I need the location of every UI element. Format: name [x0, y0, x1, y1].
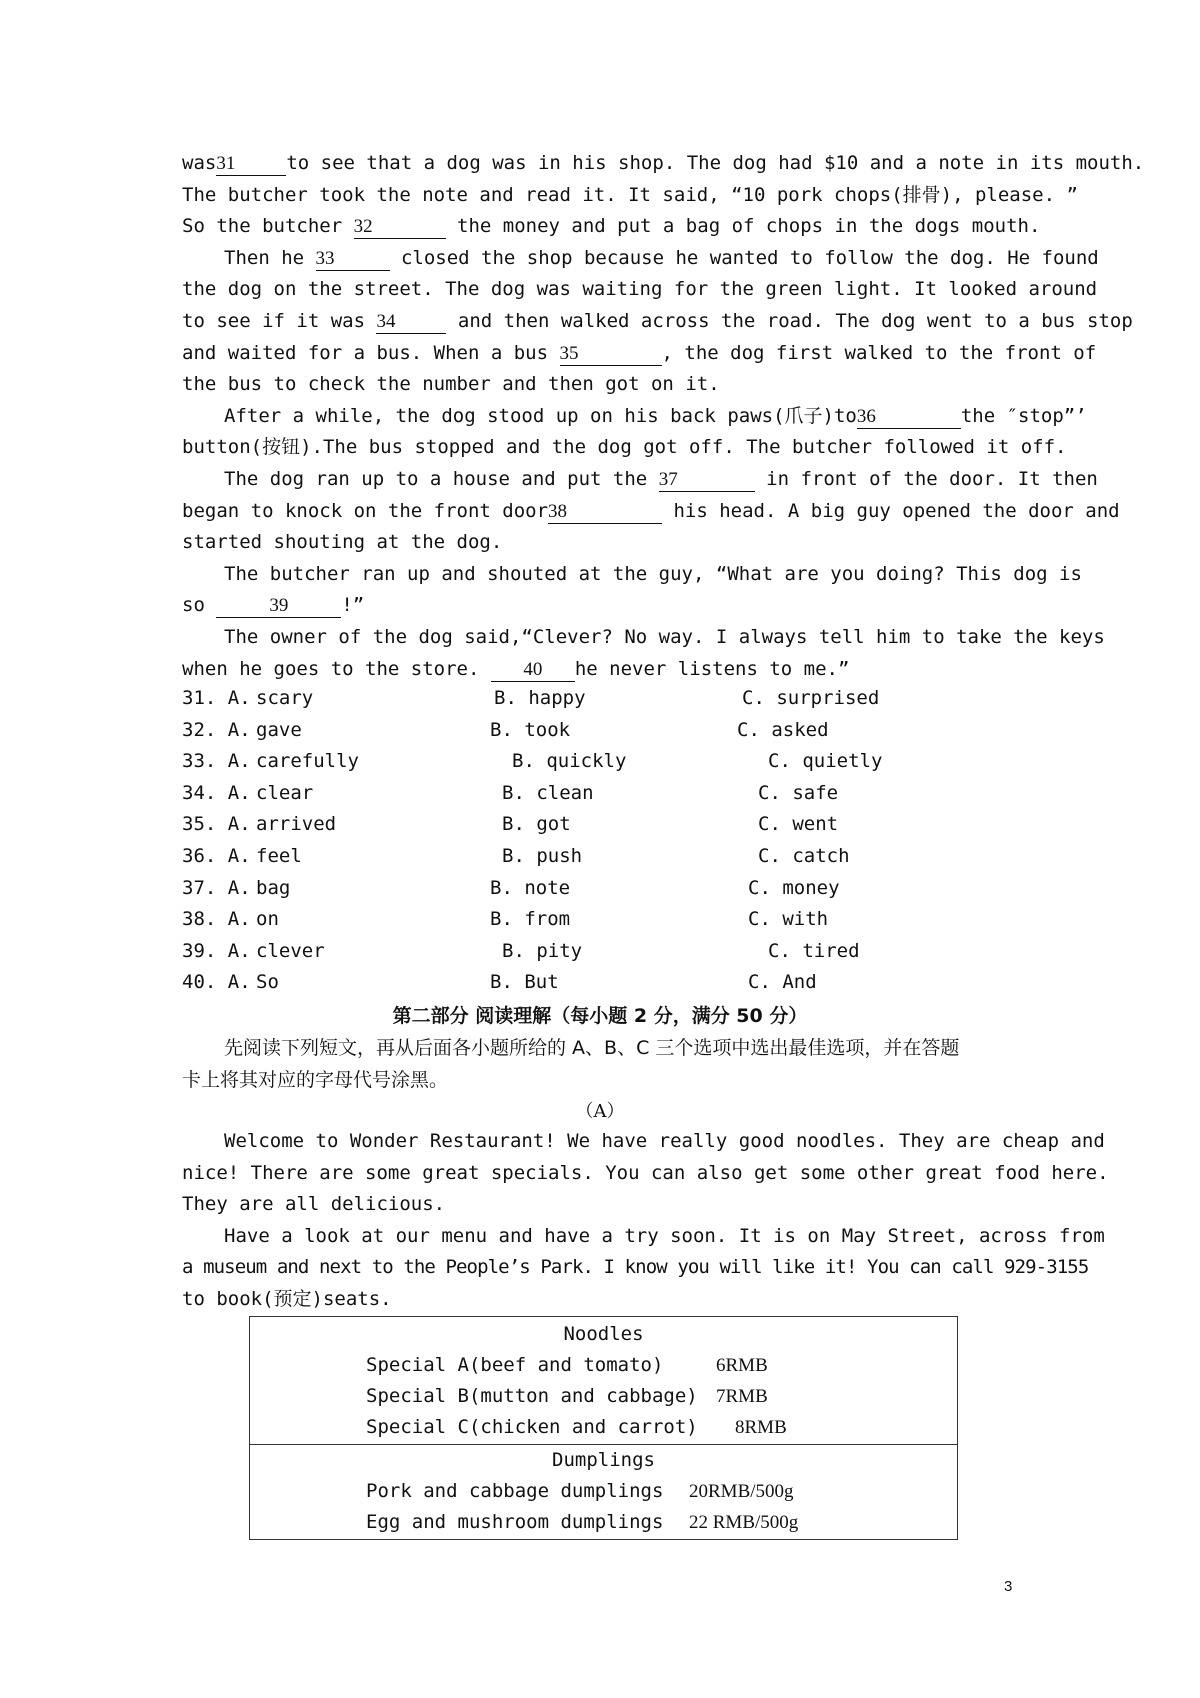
menu-item-price: 7RMB: [716, 1386, 768, 1407]
menu-section-dumplings: [250, 1445, 957, 1539]
passage-line: button(按钮).The bus stopped and the dog got off. The butcher followed it off.: [182, 436, 1067, 459]
passage-line: nice! There are some great specials. You can also get some other great food here.: [182, 1161, 1109, 1184]
blank-35: 35: [560, 343, 662, 366]
section-title: 第二部分 阅读理解（每小题 2 分，满分 50 分）: [392, 1005, 808, 1027]
passage-line: a museum and next to the People’s Park. I know you will like it! You can call 929-3155: [182, 1256, 1089, 1279]
passage-line: when he goes to the store. 40 he never listens to me.”: [182, 657, 850, 680]
blank-34: 34: [376, 311, 446, 334]
passage-line: to see if it was 34 and then walked across the road. The dog went to a bus stop: [182, 309, 1133, 332]
menu-item-price: 22 RMB/500g: [689, 1512, 799, 1533]
menu-item-name: Pork and cabbage dumplings: [366, 1480, 664, 1502]
menu-item-price: 8RMB: [735, 1417, 787, 1438]
blank-39: 39: [216, 595, 341, 618]
document-page: was31 to see that a dog was in his shop. The dog had $10 and a note in its mouth. The butcher took the note and read it. It said, “10 pork chops(排骨), please. ” So the butcher 32 the money and put a bag of chops in the dogs mouth. Then he 33 closed the shop because he wanted to follow the dog. He found the dog on the street. The dog was waiting for the green light. It looked around to see if it was 34 and then walked across the road. The dog went to a bus stop and waited for a bus. When a bus 35 , the dog first walked to the front of the bus to check the number and then got on it. After a while, the dog stood up on his back paws(爪子)to36 the ″stop”’ button(按钮).The bus stopped and the dog got off. The butcher followed it off. The dog ran up to a house and put the 37 in front of the door. It then began to knock on the front door38 his head. A big guy opened the door and started shouting at the dog. The butcher ran up and shouted at the guy, “What are you doing? This dog is so 39 !” The owner of the dog said,“Clever? No way. I always tell him to take the keys when he goes to the store. 40 he never listens to me.” 31. A. scary B. happy C. surprised 32. A. gave B. took C. asked 33. A. carefully B. quickly C. quietly 34. A. clear B. clean C. safe 35. A. arrived B. got C. went 36. A. feel B. push C. catch 37. A. bag B. note C. money 38. A. on B. from C. with 39. A. clever B. pity C. tired 40. A. So B. But C. And 第二部分 阅读理解（每小题 2 分，满分 50 分） 先阅读下列短文，再从后面各小题所给的 A、B、C 三个选项中选出最佳选项，并在答题 卡上将其对应的字母代号涂黑。 （A） Welcome to Wonder Restaurant! We have really good noodles. They are cheap and nice! There are some great specials. You can also get some other great food here. They are all delicious. Have a look at our menu and have a try soon. It is on May Street, across from a museum and next to the People’s Park. I know you will like it! You can call 929-3155 to book(预定)seats. Noodles Special A(beef and tomato) 6RMB Special B(mutton and cabbage) 7RMB Special C(chicken and carrot) 8RMB Dumplings Pork and cabbage dumplings 20RMB/500g Egg and mushroom dumplings 22 RMB/500g 3: [0, 0, 1200, 1698]
passage-line: Have a look at our menu and have a try soon. It is on May Street, across from: [224, 1224, 1105, 1247]
passage-line: The butcher took the note and read it. It said, “10 pork chops(排骨), please. ”: [182, 183, 1078, 206]
passage-line: The owner of the dog said,“Clever? No way. I always tell him to take the keys: [224, 625, 1105, 648]
reading-passage-a: [182, 1126, 1109, 1316]
blank-36: 36: [857, 406, 961, 429]
menu-heading: Dumplings: [552, 1449, 655, 1471]
passage-line: the bus to check the number and then got on it.: [182, 373, 720, 396]
passage-line: so 39 !”: [182, 594, 365, 617]
menu-item-price: 20RMB/500g: [689, 1481, 794, 1502]
passage-label: （A）: [575, 1101, 625, 1122]
menu-table: [249, 1316, 958, 1540]
menu-item-name: Special A(beef and tomato): [366, 1354, 664, 1376]
passage-line: began to knock on the front door38 his head. A big guy opened the door and: [182, 499, 1120, 522]
passage-line: After a while, the dog stood up on his back paws(爪子)to36 the ″stop”’: [224, 404, 1087, 427]
blank-32: 32: [354, 216, 446, 239]
section-instructions: 先阅读下列短文，再从后面各小题所给的 A、B、C 三个选项中选出最佳选项，并在答题 卡上将其对应的字母代号涂黑。: [182, 1037, 960, 1091]
menu-item-name: Special B(mutton and cabbage): [366, 1385, 698, 1407]
menu-item-price: 6RMB: [716, 1355, 768, 1376]
menu-section-noodles: [250, 1317, 957, 1445]
menu-heading: Noodles: [563, 1323, 644, 1345]
blank-37: 37: [659, 469, 755, 492]
blank-38: 38: [548, 501, 662, 524]
passage-line: was31 to see that a dog was in his shop. The dog had $10 and a note in its mouth.: [182, 152, 1145, 174]
passage-line: to book(预定)seats.: [182, 1287, 392, 1310]
passage-line: The butcher ran up and shouted at the guy, “What are you doing? This dog is: [224, 562, 1082, 585]
passage-line: the dog on the street. The dog was waiting for the green light. It looked around: [182, 278, 1098, 301]
passage-line: and waited for a bus. When a bus 35 , the dog first walked to the front of: [182, 341, 1097, 364]
menu-item-name: Egg and mushroom dumplings: [366, 1511, 664, 1533]
passage-line: The dog ran up to a house and put the 37 in front of the door. It then: [224, 467, 1098, 490]
cloze-passage: [182, 148, 1145, 685]
passage-line: So the butcher 32 the money and put a bag of chops in the dogs mouth.: [182, 215, 1041, 238]
passage-line: Then he 33 closed the shop because he wanted to follow the dog. He found: [224, 246, 1099, 269]
page-number: 3: [1004, 1578, 1013, 1595]
menu-item-name: Special C(chicken and carrot): [366, 1416, 698, 1438]
passage-line: started shouting at the dog.: [182, 531, 503, 554]
passage-line: Welcome to Wonder Restaurant! We have really good noodles. They are cheap and: [224, 1130, 1105, 1152]
blank-40: 40: [491, 659, 575, 682]
blank-31: 31: [216, 153, 286, 176]
blank-33: 33: [316, 248, 390, 271]
passage-line: They are all delicious.: [182, 1193, 446, 1216]
